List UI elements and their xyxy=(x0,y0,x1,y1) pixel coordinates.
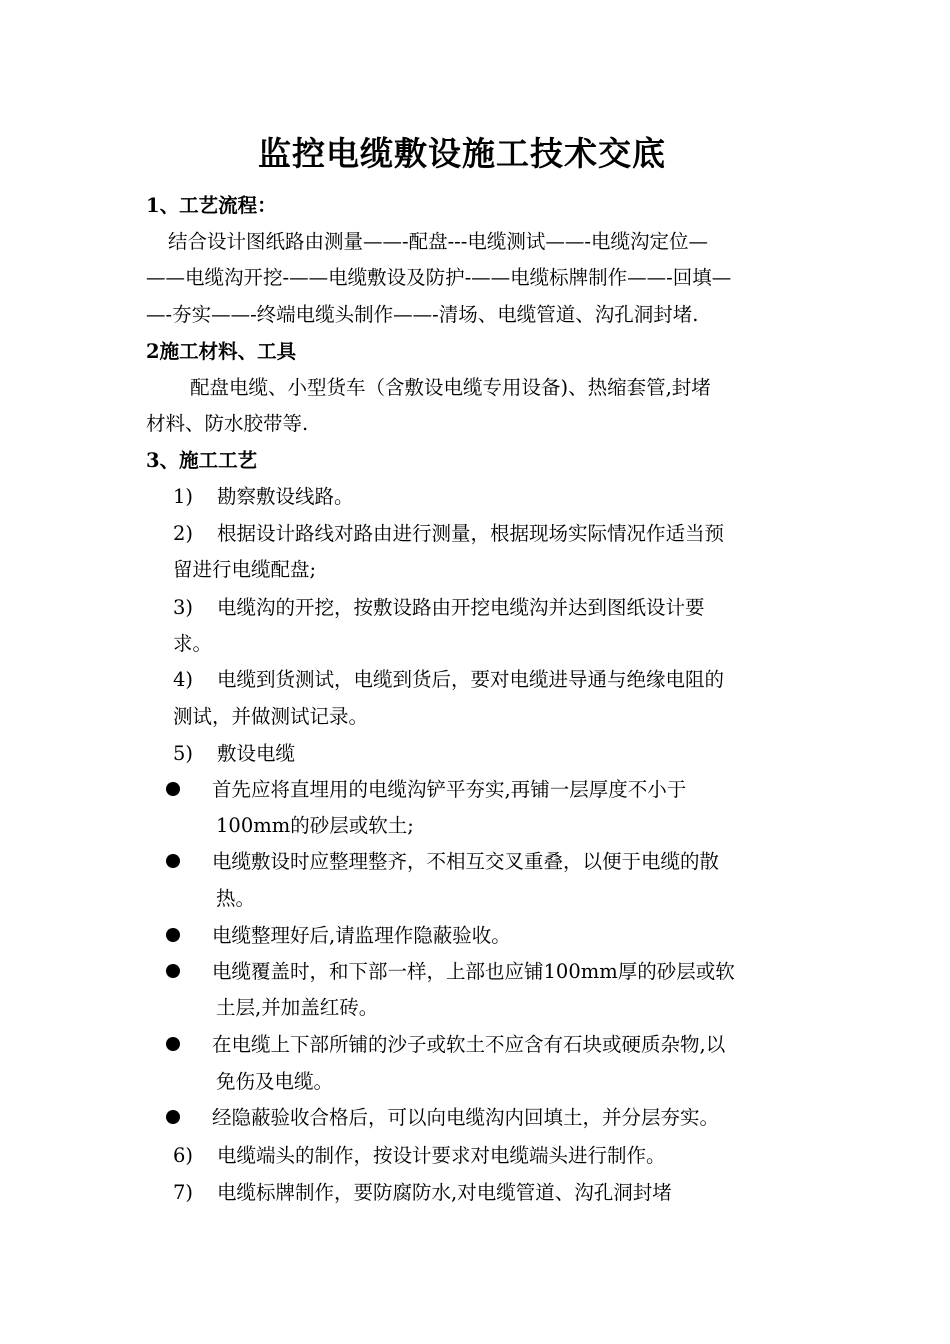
bullet-text-continued: 免伤及电缆。 xyxy=(216,1070,334,1093)
step-text: 电缆沟的开挖，按敷设路由开挖电缆沟并达到图纸设计要 xyxy=(217,596,705,619)
step-number: 2) xyxy=(173,522,194,545)
bullet-text: 电缆敷设时应整理整齐，不相互交叉重叠，以便于电缆的散 xyxy=(212,850,720,873)
bullet-text: 电缆整理好后,请监理作隐蔽验收。 xyxy=(212,924,511,947)
step-item xyxy=(173,1183,672,1203)
step-item xyxy=(173,598,705,618)
bullet-icon xyxy=(166,964,180,978)
step-text: 根据设计路线对路由进行测量，根据现场实际情况作适当预 xyxy=(217,522,725,545)
step-item xyxy=(173,524,724,544)
step-number: 4) xyxy=(173,668,194,691)
step-item xyxy=(173,487,354,507)
step-number: 3) xyxy=(173,596,194,619)
bullet-text: 在电缆上下部所铺的沙子或软土不应含有石块或硬质杂物,以 xyxy=(212,1033,726,1056)
step-text: 敷设电缆 xyxy=(217,742,296,765)
section-heading-technique: 3、施工工艺 xyxy=(146,449,258,472)
bullet-icon xyxy=(166,1110,180,1124)
document-title: 监控电缆敷设施工技术交底 xyxy=(258,134,666,173)
step-text-continued: 留进行电缆配盘; xyxy=(173,558,317,581)
process-line: —-夯实——-终端电缆头制作——-清场、电缆管道、沟孔洞封堵. xyxy=(146,303,699,326)
bullet-text: 经隐蔽验收合格后，可以向电缆沟内回填土，并分层夯实。 xyxy=(212,1106,720,1129)
section-heading-materials: 2施工材料、工具 xyxy=(146,340,297,363)
bullet-icon xyxy=(166,854,180,868)
step-text-continued: 求。 xyxy=(173,632,213,655)
step-number: 6) xyxy=(173,1144,194,1167)
step-item xyxy=(173,670,724,690)
bullet-icon xyxy=(166,782,180,796)
step-number: 7) xyxy=(173,1181,194,1204)
step-text: 勘察敷设线路。 xyxy=(217,485,354,508)
step-item xyxy=(173,1146,666,1166)
bullet-text-continued: 土层,并加盖红砖。 xyxy=(216,996,379,1019)
bullet-icon xyxy=(166,928,180,942)
step-text: 电缆到货测试，电缆到货后，要对电缆进导通与绝缘电阻的 xyxy=(217,668,725,691)
materials-line: 材料、防水胶带等. xyxy=(146,412,309,435)
materials-line: 配盘电缆、小型货车（含敷设电缆专用设备)、热缩套管,封堵 xyxy=(190,376,711,399)
process-line: 结合设计图纸路由测量——-配盘---电缆测试——-电缆沟定位— xyxy=(168,230,708,253)
step-text-continued: 测试，并做测试记录。 xyxy=(173,705,369,728)
section-heading-process: 1、工艺流程： xyxy=(146,194,277,217)
step-item xyxy=(173,744,295,764)
bullet-text-continued: 100mm的砂层或软土; xyxy=(216,814,414,837)
bullet-icon xyxy=(166,1037,180,1051)
bullet-text: 首先应将直埋用的电缆沟铲平夯实,再铺一层厚度不小于 xyxy=(212,778,687,801)
step-text: 电缆端头的制作，按设计要求对电缆端头进行制作。 xyxy=(217,1144,666,1167)
step-number: 5) xyxy=(173,742,194,765)
step-number: 1) xyxy=(173,485,194,508)
process-line: ——电缆沟开挖-——电缆敷设及防护-——电缆标牌制作——-回填— xyxy=(146,266,732,289)
bullet-text: 电缆覆盖时，和下部一样，上部也应铺100mm厚的砂层或软 xyxy=(212,960,735,983)
step-text: 电缆标牌制作，要防腐防水,对电缆管道、沟孔洞封堵 xyxy=(217,1181,672,1204)
bullet-text-continued: 热。 xyxy=(216,887,256,910)
